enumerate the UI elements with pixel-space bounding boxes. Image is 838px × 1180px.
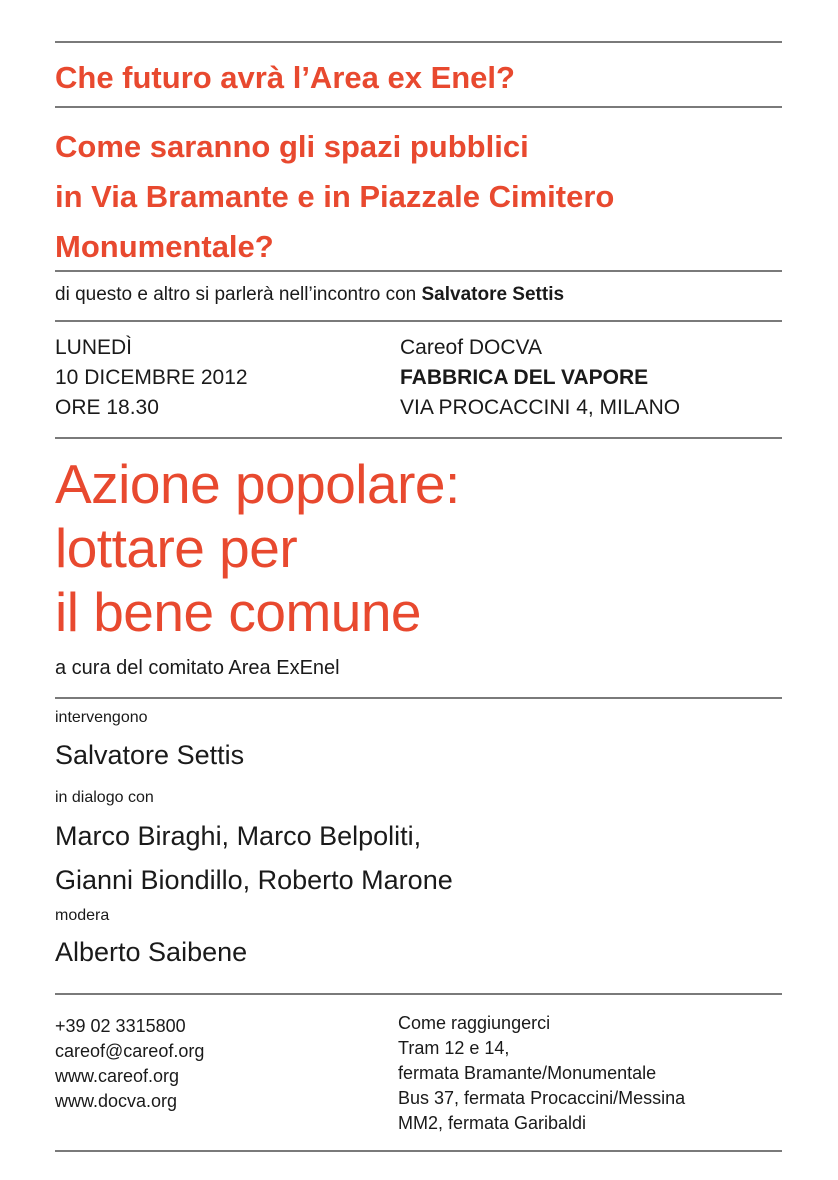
contact-phone: +39 02 3315800 [55, 1016, 186, 1036]
intro-speaker-name: Salvatore Settis [421, 284, 565, 305]
title-line: lottare per [55, 517, 298, 579]
panel-line: Marco Biraghi, Marco Belpoliti, [55, 821, 422, 851]
intro-line [55, 282, 564, 308]
contacts [55, 1014, 204, 1114]
question-heading: Che futuro avrà l’Area ex Enel? [55, 60, 515, 95]
divider [55, 1150, 782, 1152]
moderator: Alberto Saibene [55, 937, 248, 967]
event-datetime [55, 333, 248, 423]
divider [55, 41, 782, 43]
divider [55, 270, 782, 272]
question-heading-2 [55, 122, 614, 272]
intro-text: di questo e altro si parlerà nell’incontro con [55, 284, 422, 305]
question-line: Come saranno gli spazi pubblici [55, 129, 529, 164]
divider [55, 993, 782, 995]
directions-line: Bus 37, fermata Procaccini/Messina [398, 1088, 686, 1108]
panel-speakers [55, 814, 453, 902]
directions-line: MM2, fermata Garibaldi [398, 1113, 587, 1133]
divider [55, 106, 782, 108]
event-title [55, 452, 460, 644]
title-line: Azione popolare: [55, 453, 460, 515]
main-speaker: Salvatore Settis [55, 740, 245, 770]
directions-title: Come raggiungerci [398, 1013, 551, 1033]
event-date: 10 DICEMBRE 2012 [55, 366, 248, 389]
directions-line: fermata Bramante/Monumentale [398, 1063, 657, 1083]
panel-line: Gianni Biondillo, Roberto Marone [55, 865, 453, 895]
label-moderator: modera [55, 907, 110, 924]
contact-website[interactable]: www.careof.org [55, 1066, 180, 1086]
label-intervene: intervengono [55, 709, 148, 726]
venue-name: FABBRICA DEL VAPORE [400, 366, 649, 389]
venue-address: VIA PROCACCINI 4, MILANO [400, 396, 681, 419]
label-dialogue: in dialogo con [55, 789, 154, 806]
divider [55, 320, 782, 322]
divider [55, 697, 782, 699]
event-day: LUNEDÌ [55, 336, 133, 359]
question-line: Monumentale? [55, 229, 274, 264]
venue-org: Careof DOCVA [400, 336, 542, 359]
contact-email[interactable]: careof@careof.org [55, 1041, 205, 1061]
directions [398, 1011, 685, 1136]
directions-line: Tram 12 e 14, [398, 1038, 510, 1058]
contact-website[interactable]: www.docva.org [55, 1091, 178, 1111]
event-subtitle: a cura del comitato Area ExEnel [55, 657, 340, 679]
event-time: ORE 18.30 [55, 396, 159, 419]
question-line: in Via Bramante e in Piazzale Cimitero [55, 179, 615, 214]
title-line: il bene comune [55, 581, 422, 643]
divider [55, 437, 782, 439]
event-venue [400, 333, 680, 423]
